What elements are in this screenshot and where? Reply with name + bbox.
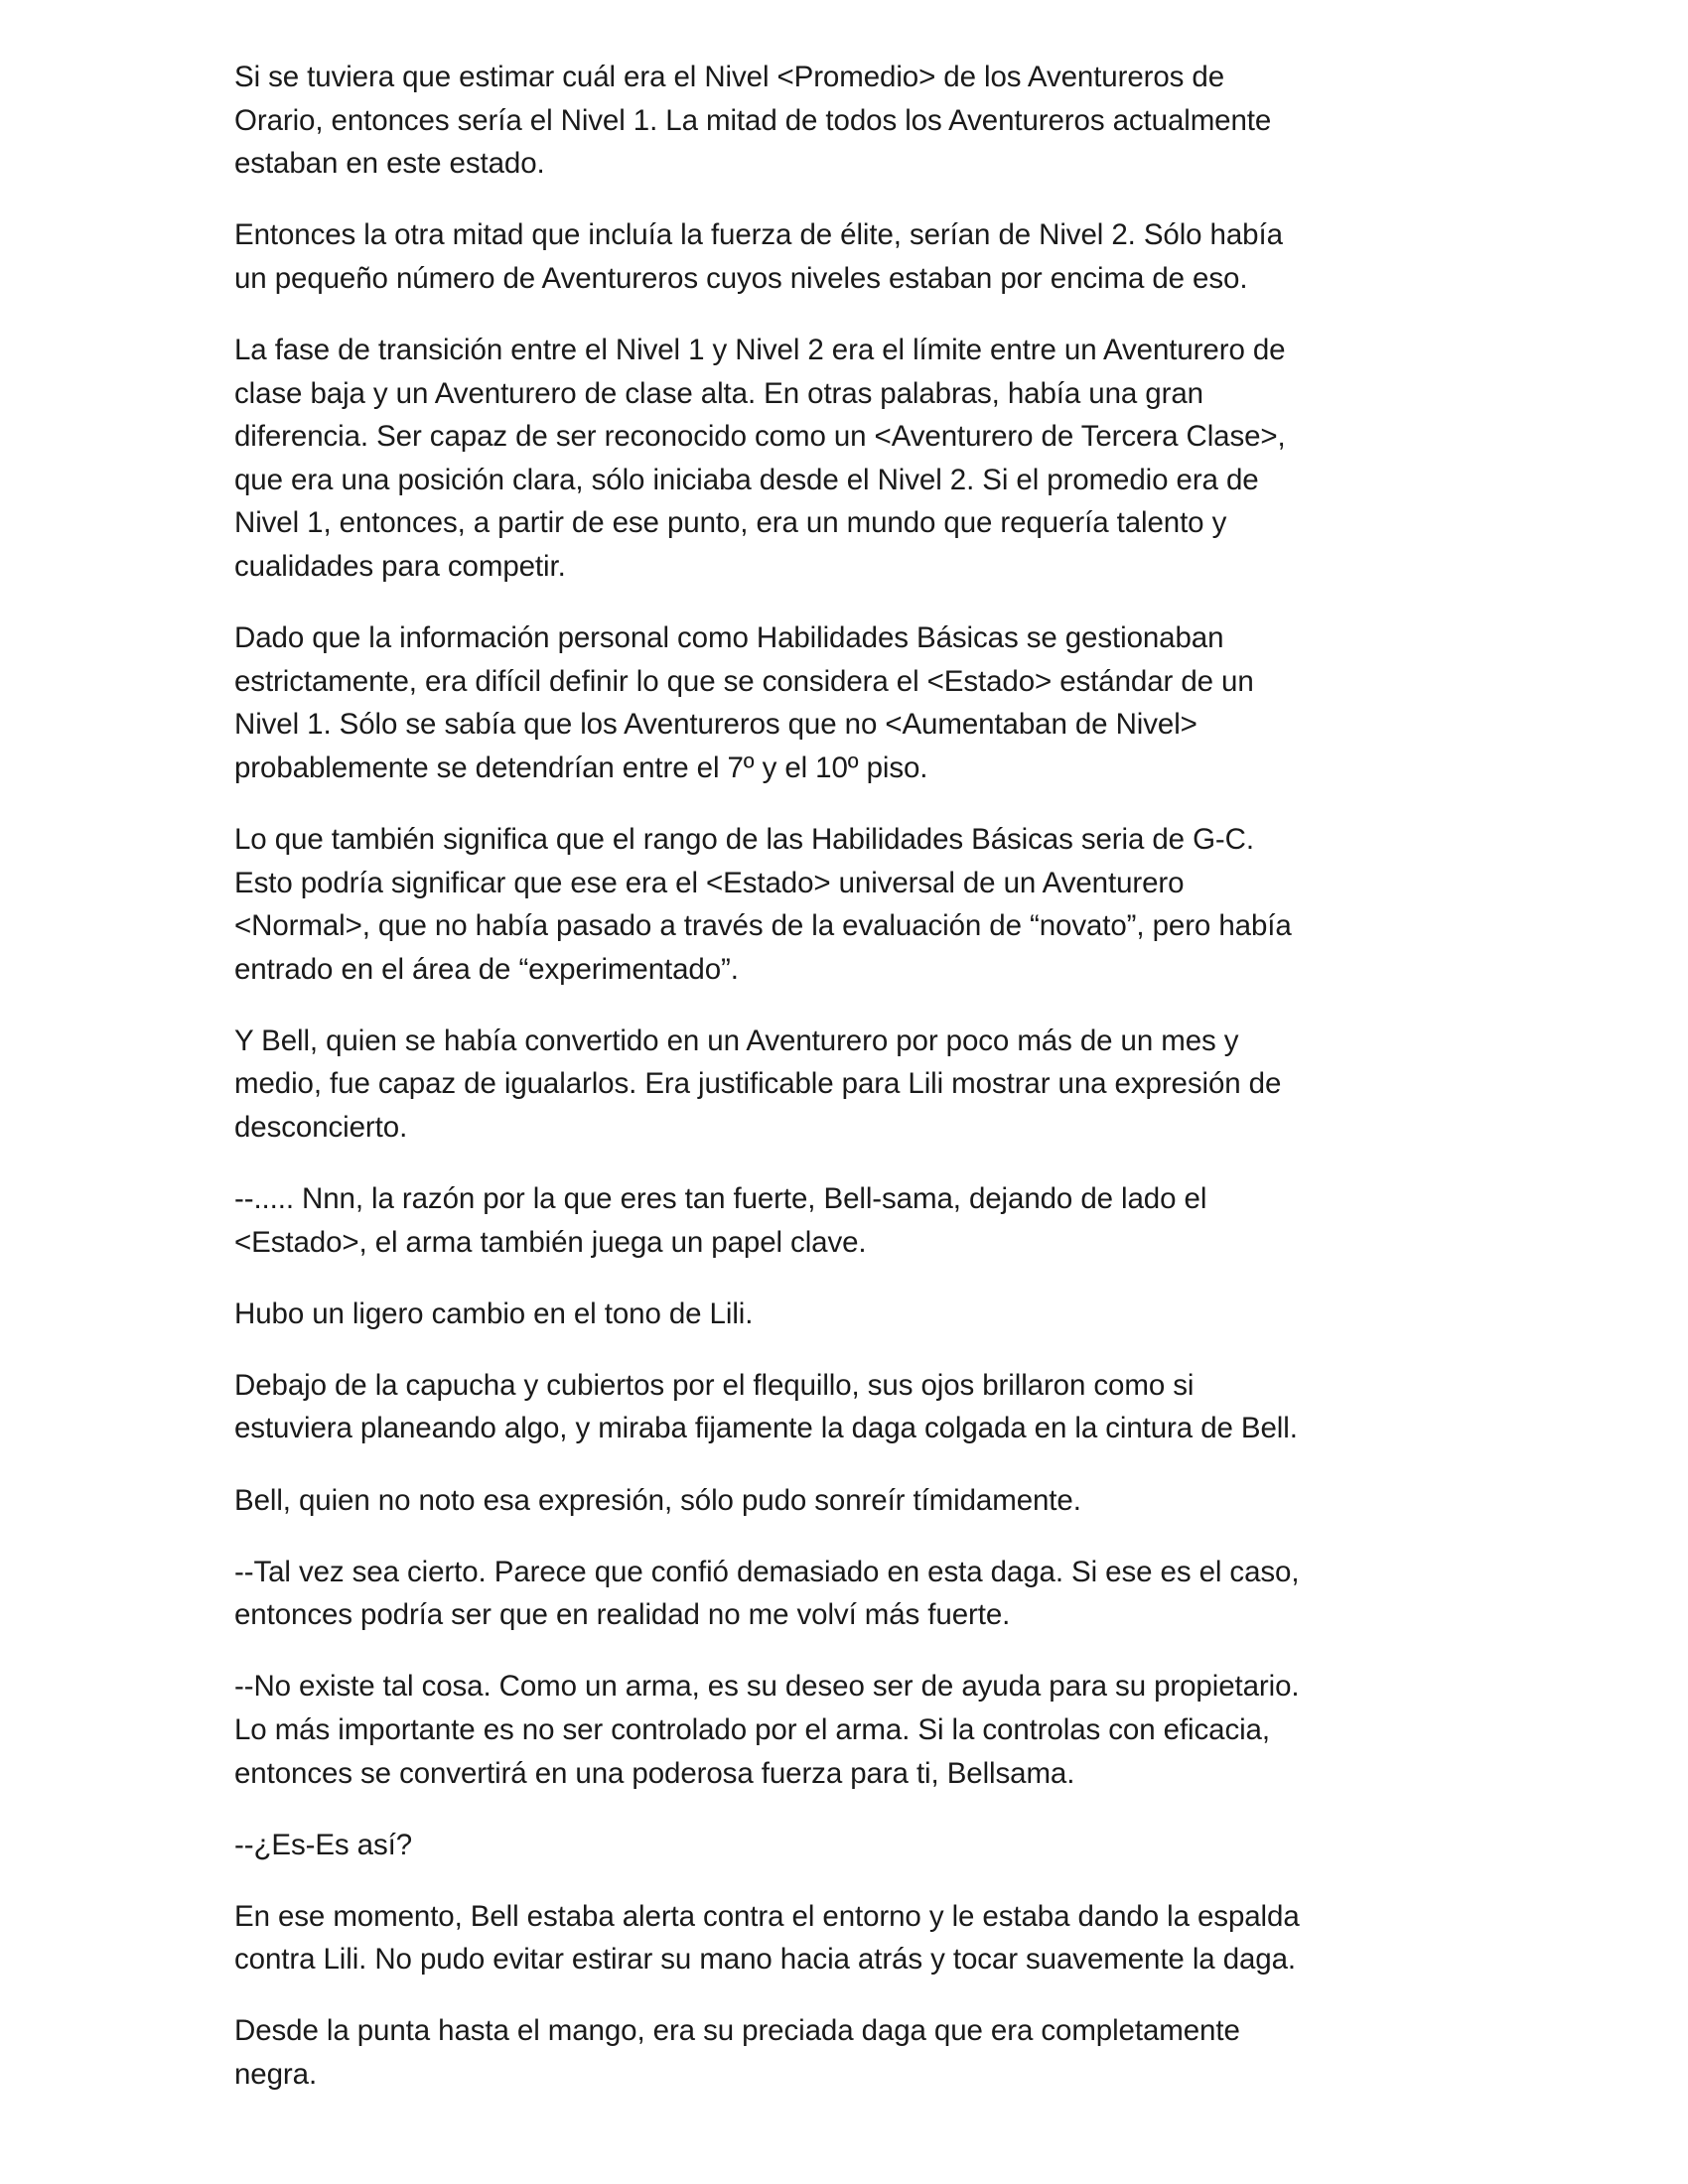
paragraph-dialogue-bell-1	[234, 1551, 1466, 1637]
paragraph-dialogue-lili-1	[234, 1177, 1466, 1264]
text-line: Orario, entonces sería el Nivel 1. La mitad de todos los Aventureros actualmente	[234, 103, 1272, 137]
text-line: entrado en el área de “experimentado”.	[234, 952, 739, 986]
text-line: contra Lili. No pudo evitar estirar su mano hacia atrás y tocar suavemente la daga.	[234, 1943, 1297, 1977]
paragraph-hood	[234, 1364, 1466, 1450]
text-line: --No existe tal cosa. Como un arma, es su deseo ser de ayuda para su propietario.	[234, 1670, 1300, 1704]
text-line: Dado que la información personal como Habilidades Básicas se gestionaban	[234, 621, 1224, 655]
text-line: --..... Nnn, la razón por la que eres tan fuerte, Bell-sama, dejando de lado el	[234, 1182, 1207, 1216]
text-line: Lo que también significa que el rango de las Habilidades Básicas seria de G-C.	[234, 822, 1254, 856]
text-line: Debajo de la capucha y cubiertos por el flequillo, sus ojos brillaron como si	[234, 1368, 1195, 1402]
text-line: <Estado>, el arma también juega un papel clave.	[234, 1225, 867, 1259]
text-line: Hubo un ligero cambio en el tono de Lili.	[234, 1297, 754, 1330]
text-line: desconcierto.	[234, 1110, 408, 1144]
text-line: Si se tuviera que estimar cuál era el Nivel <Promedio> de los Aventureros de	[234, 61, 1225, 93]
text-line: --¿Es-Es así?	[234, 1828, 412, 1861]
document-page	[234, 56, 1466, 2124]
text-line: diferencia. Ser capaz de ser reconocido como un <Aventurero de Tercera Clase>,	[234, 420, 1286, 454]
paragraph-other-half	[234, 213, 1466, 300]
text-line: entonces podría ser que en realidad no me volví más fuerte.	[234, 1598, 1011, 1632]
text-line: cualidades para competir.	[234, 549, 566, 583]
text-line: negra.	[234, 2057, 318, 2091]
text-line: Bell, quien no noto esa expresión, sólo pudo sonreír tímidamente.	[234, 1483, 1081, 1517]
text-line: clase baja y un Aventurero de clase alta. En otras palabras, había una gran	[234, 376, 1203, 410]
text-line: medio, fue capaz de igualarlos. Era justificable para Lili mostrar una expresión de	[234, 1067, 1282, 1101]
text-line: probablemente se detendrían entre el 7º y el 10º piso.	[234, 751, 928, 784]
text-line: estaban en este estado.	[234, 147, 545, 181]
text-line: Entonces la otra mitad que incluía la fuerza de élite, serían de Nivel 2. Sólo había	[234, 218, 1283, 252]
text-line: --Tal vez sea cierto. Parece que confió demasiado en esta daga. Si ese es el caso,	[234, 1555, 1300, 1588]
text-line: <Normal>, que no había pasado a través de la evaluación de “novato”, pero había	[234, 909, 1292, 943]
paragraph-bell-smile	[234, 1479, 1466, 1523]
paragraph-black-dagger	[234, 2009, 1466, 2096]
paragraph-dialogue-lili-2	[234, 1665, 1466, 1795]
text-line: estrictamente, era difícil definir lo que se considera el <Estado> estándar de un	[234, 664, 1254, 698]
text-line: Nivel 1, entonces, a partir de ese punto, era un mundo que requería talento y	[234, 506, 1227, 540]
paragraph-rank-range	[234, 818, 1466, 991]
text-line: Nivel 1. Sólo se sabía que los Aventureros que no <Aumentaban de Nivel>	[234, 708, 1197, 742]
paragraph-average-level	[234, 56, 1466, 186]
text-line: entonces se convertirá en una poderosa fuerza para ti, Bellsama.	[234, 1756, 1075, 1790]
text-line: Esto podría significar que ese era el <Estado> universal de un Aventurero	[234, 866, 1185, 899]
text-line: En ese momento, Bell estaba alerta contra el entorno y le estaba dando la espalda	[234, 1899, 1300, 1933]
paragraph-dialogue-bell-2	[234, 1824, 1466, 1867]
paragraph-basic-abilities	[234, 616, 1466, 789]
text-line: Desde la punta hasta el mango, era su preciada daga que era completamente	[234, 2014, 1240, 2048]
text-line: La fase de transición entre el Nivel 1 y Nivel 2 era el límite entre un Aventurero de	[234, 333, 1286, 366]
text-line: que era una posición clara, sólo iniciaba desde el Nivel 2. Si el promedio era de	[234, 463, 1259, 496]
text-line: un pequeño número de Aventureros cuyos niveles estaban por encima de eso.	[234, 261, 1248, 295]
text-line: estuviera planeando algo, y miraba fijamente la daga colgada en la cintura de Bell.	[234, 1412, 1298, 1445]
text-line: Y Bell, quien se había convertido en un Aventurero por poco más de un mes y	[234, 1024, 1239, 1057]
paragraph-bell-matched	[234, 1020, 1466, 1150]
paragraph-transition-phase	[234, 329, 1466, 589]
text-line: Lo más importante es no ser controlado por el arma. Si la controlas con eficacia,	[234, 1712, 1270, 1746]
paragraph-that-moment	[234, 1895, 1466, 1981]
paragraph-tone-change	[234, 1293, 1466, 1336]
